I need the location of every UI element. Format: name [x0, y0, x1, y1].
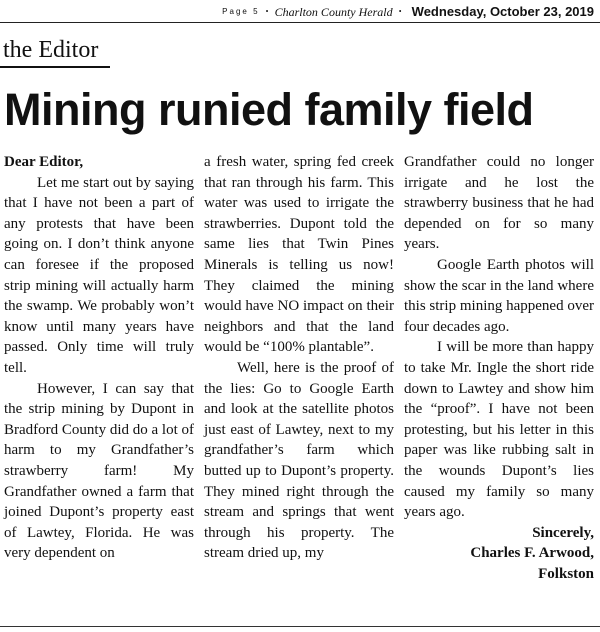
column-3: [404, 152, 594, 620]
masthead-line: [222, 4, 594, 20]
separator-dot: •: [265, 7, 269, 16]
closing: Sincerely,: [532, 524, 594, 541]
paragraph: Well, here is the proof of the lies: Go to Google Earth and look at the satellite photos just east of Lawtey, next to my grandfather’s farm which butted up to Dupont’s property. They mined right through the stream and springs that went through his property. The stream dried up, my: [204, 359, 394, 562]
paragraph: I will be more than happy to take Mr. Ingle the short ride down to Lawtey and show him the “proof”. I have not been protesting, but his letter in this paper was like rubbing salt in the wounds Dupont’s lies caused my family so many years ago.: [404, 339, 594, 521]
author-location: Folkston: [538, 565, 594, 582]
paragraph: However, I can say that the strip mining by Dupont in Bradford County did do a lot of harm to my Grandfather’s strawberry farm! My Grandfather owned a farm that joined Dupont’s property east of Lawtey, Florida. He was very dependent on: [4, 380, 194, 562]
top-rule: [0, 22, 600, 23]
column-2: [204, 152, 394, 620]
section-label: the Editor: [3, 37, 99, 63]
paragraph-continued: Grandfather could no longer irrigate and he lost the strawberry business that he had depended on for so many years.: [404, 154, 594, 253]
issue-date: Wednesday, October 23, 2019: [411, 4, 594, 19]
page-number: Page 5: [222, 7, 260, 16]
separator-dot: •: [398, 7, 402, 16]
column-1: [4, 152, 194, 620]
paragraph: Let me start out by saying that I have not been a part of any protests that have been going on. I don’t think anyone can foresee if the proposed strip mining will actually harm the swamp. We probably won’t know until many years have passed. Only time will truly tell.: [4, 174, 194, 376]
headline: Mining runied family field: [4, 84, 534, 135]
bottom-rule: [0, 626, 600, 627]
salutation: Dear Editor,: [4, 154, 84, 170]
paragraph-continued: a fresh water, spring fed creek that ran through his farm. This water was used to irrigate the strawberries. Dupont told the same lies that Twin Pines Minerals is telling us now! They claimed the mining would have NO impact on their neighbors and that the land would be “100% plantable”.: [204, 154, 394, 356]
letter-body: [4, 152, 594, 620]
section-underline: [0, 66, 110, 68]
masthead: [0, 2, 600, 24]
newspaper-name: Charlton County Herald: [274, 5, 393, 19]
author-name: Charles F. Arwood,: [470, 545, 594, 562]
paragraph: Google Earth photos will show the scar in the land where this strip mining happened over four decades ago.: [404, 256, 594, 335]
